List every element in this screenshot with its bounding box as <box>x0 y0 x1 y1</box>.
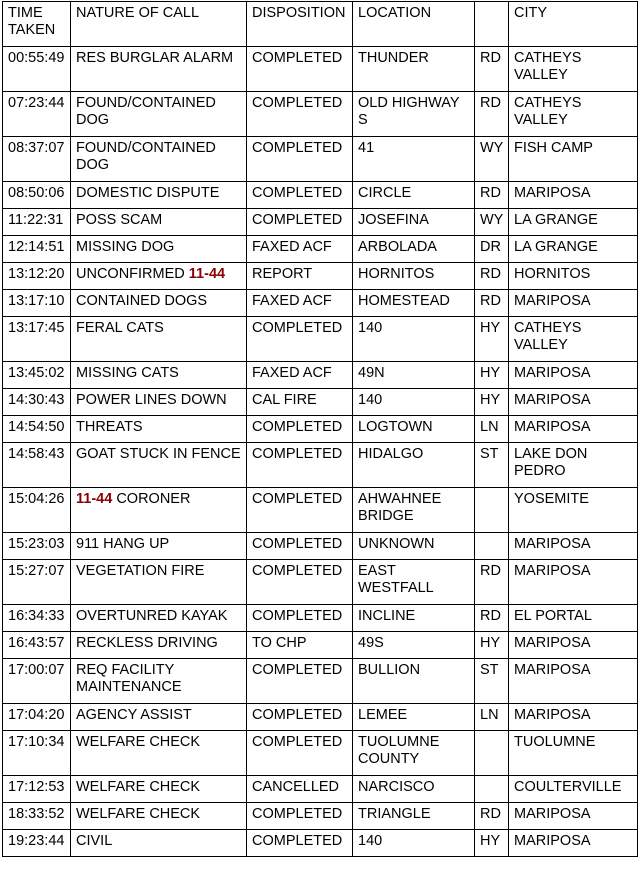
time-taken-cell: 18:33:52 <box>3 803 71 830</box>
nature-of-call-cell <box>71 47 247 92</box>
time-taken-cell: 13:12:20 <box>3 263 71 290</box>
nature-of-call-cell <box>71 803 247 830</box>
location-cell: LOGTOWN <box>353 416 475 443</box>
table-row <box>3 605 638 632</box>
nature-of-call-cell <box>71 290 247 317</box>
disposition-cell: COMPLETED <box>247 731 353 776</box>
disposition-cell: FAXED ACF <box>247 362 353 389</box>
table-row <box>3 560 638 605</box>
nature-of-call-cell <box>71 416 247 443</box>
header-row <box>3 2 638 47</box>
disposition-cell: COMPLETED <box>247 803 353 830</box>
street-suffix-cell: RD <box>475 803 509 830</box>
nature-of-call-cell <box>71 830 247 857</box>
street-suffix-cell: ST <box>475 659 509 704</box>
nature-of-call-cell <box>71 389 247 416</box>
street-suffix-cell: ST <box>475 443 509 488</box>
disposition-cell: CANCELLED <box>247 776 353 803</box>
street-suffix-cell: RD <box>475 290 509 317</box>
disposition-cell: COMPLETED <box>247 605 353 632</box>
header-time-taken: TIME TAKEN <box>3 2 71 47</box>
time-taken-cell: 17:12:53 <box>3 776 71 803</box>
table-row <box>3 830 638 857</box>
street-suffix-cell: RD <box>475 263 509 290</box>
location-cell: 140 <box>353 830 475 857</box>
city-cell: MARIPOSA <box>509 182 638 209</box>
time-taken-cell: 17:00:07 <box>3 659 71 704</box>
disposition-cell: COMPLETED <box>247 488 353 533</box>
city-cell: MARIPOSA <box>509 632 638 659</box>
location-cell: HORNITOS <box>353 263 475 290</box>
disposition-cell: COMPLETED <box>247 92 353 137</box>
table-row <box>3 443 638 488</box>
nature-text: MISSING CATS <box>76 365 179 381</box>
time-taken-cell: 16:34:33 <box>3 605 71 632</box>
street-suffix-cell: LN <box>475 704 509 731</box>
location-cell: CIRCLE <box>353 182 475 209</box>
header-location: LOCATION <box>353 2 475 47</box>
city-cell: MARIPOSA <box>509 290 638 317</box>
city-cell: HORNITOS <box>509 263 638 290</box>
city-cell: MARIPOSA <box>509 659 638 704</box>
street-suffix-cell: RD <box>475 560 509 605</box>
table-row <box>3 731 638 776</box>
location-cell: HOMESTEAD <box>353 290 475 317</box>
table-row <box>3 776 638 803</box>
time-taken-cell: 13:17:45 <box>3 317 71 362</box>
city-cell: MARIPOSA <box>509 533 638 560</box>
city-cell: TUOLUMNE <box>509 731 638 776</box>
nature-text: MISSING DOG <box>76 239 175 255</box>
table-row <box>3 803 638 830</box>
location-cell: NARCISCO <box>353 776 475 803</box>
city-cell: CATHEYS VALLEY <box>509 317 638 362</box>
disposition-cell: COMPLETED <box>247 182 353 209</box>
nature-text: FOUND/CONTAINED DOG <box>76 95 216 128</box>
nature-text: UNCONFIRMED <box>76 266 189 282</box>
table-row <box>3 416 638 443</box>
time-taken-cell: 13:17:10 <box>3 290 71 317</box>
nature-text: WELFARE CHECK <box>76 779 201 795</box>
table-row <box>3 488 638 533</box>
time-taken-cell: 14:54:50 <box>3 416 71 443</box>
nature-of-call-cell <box>71 182 247 209</box>
disposition-cell: COMPLETED <box>247 830 353 857</box>
time-taken-cell: 13:45:02 <box>3 362 71 389</box>
location-cell: 140 <box>353 389 475 416</box>
table-row <box>3 263 638 290</box>
street-suffix-cell <box>475 488 509 533</box>
nature-of-call-cell <box>71 560 247 605</box>
location-cell: 49N <box>353 362 475 389</box>
disposition-cell: COMPLETED <box>247 47 353 92</box>
city-cell: MARIPOSA <box>509 389 638 416</box>
disposition-cell: COMPLETED <box>247 209 353 236</box>
disposition-cell: COMPLETED <box>247 560 353 605</box>
nature-of-call-cell <box>71 704 247 731</box>
city-cell: MARIPOSA <box>509 704 638 731</box>
disposition-cell: COMPLETED <box>247 416 353 443</box>
call-code: 11-44 <box>76 491 113 507</box>
nature-text: FOUND/CONTAINED DOG <box>76 140 216 173</box>
location-cell: JOSEFINA <box>353 209 475 236</box>
street-suffix-cell: WY <box>475 209 509 236</box>
nature-of-call-cell <box>71 317 247 362</box>
nature-text: POSS SCAM <box>76 212 163 228</box>
city-cell: LA GRANGE <box>509 209 638 236</box>
city-cell: EL PORTAL <box>509 605 638 632</box>
call-log-body <box>3 47 638 857</box>
city-cell: MARIPOSA <box>509 362 638 389</box>
city-cell: MARIPOSA <box>509 416 638 443</box>
call-log-table <box>2 1 638 857</box>
street-suffix-cell: DR <box>475 236 509 263</box>
nature-text: AGENCY ASSIST <box>76 707 192 723</box>
nature-text: REQ FACILITY MAINTENANCE <box>76 662 182 695</box>
city-cell: FISH CAMP <box>509 137 638 182</box>
time-taken-cell: 14:30:43 <box>3 389 71 416</box>
nature-of-call-cell <box>71 137 247 182</box>
table-row <box>3 209 638 236</box>
disposition-cell: CAL FIRE <box>247 389 353 416</box>
location-cell: HIDALGO <box>353 443 475 488</box>
street-suffix-cell: WY <box>475 137 509 182</box>
time-taken-cell: 15:23:03 <box>3 533 71 560</box>
nature-text: DOMESTIC DISPUTE <box>76 185 220 201</box>
time-taken-cell: 15:04:26 <box>3 488 71 533</box>
nature-text: FERAL CATS <box>76 320 164 336</box>
disposition-cell: COMPLETED <box>247 659 353 704</box>
nature-text: RECKLESS DRIVING <box>76 635 218 651</box>
table-row <box>3 533 638 560</box>
location-cell: TRIANGLE <box>353 803 475 830</box>
nature-of-call-cell <box>71 731 247 776</box>
call-code: 11-44 <box>188 266 226 282</box>
location-cell: OLD HIGHWAY S <box>353 92 475 137</box>
time-taken-cell: 08:50:06 <box>3 182 71 209</box>
nature-of-call-cell <box>71 443 247 488</box>
nature-of-call-cell <box>71 362 247 389</box>
table-row <box>3 389 638 416</box>
nature-of-call-cell <box>71 92 247 137</box>
table-row <box>3 92 638 137</box>
street-suffix-cell: RD <box>475 182 509 209</box>
nature-of-call-cell <box>71 209 247 236</box>
location-cell: 140 <box>353 317 475 362</box>
disposition-cell: COMPLETED <box>247 443 353 488</box>
location-cell: INCLINE <box>353 605 475 632</box>
street-suffix-cell: HY <box>475 362 509 389</box>
street-suffix-cell: HY <box>475 389 509 416</box>
city-cell: LAKE DON PEDRO <box>509 443 638 488</box>
disposition-cell: COMPLETED <box>247 317 353 362</box>
table-row <box>3 704 638 731</box>
city-cell: CATHEYS VALLEY <box>509 92 638 137</box>
nature-text: CORONER <box>112 491 191 507</box>
street-suffix-cell <box>475 776 509 803</box>
table-row <box>3 362 638 389</box>
location-cell: LEMEE <box>353 704 475 731</box>
city-cell: MARIPOSA <box>509 803 638 830</box>
time-taken-cell: 17:10:34 <box>3 731 71 776</box>
city-cell: CATHEYS VALLEY <box>509 47 638 92</box>
location-cell: ARBOLADA <box>353 236 475 263</box>
time-taken-cell: 07:23:44 <box>3 92 71 137</box>
street-suffix-cell: LN <box>475 416 509 443</box>
header-city: CITY <box>509 2 638 47</box>
table-row <box>3 632 638 659</box>
disposition-cell: FAXED ACF <box>247 236 353 263</box>
table-row <box>3 317 638 362</box>
time-taken-cell: 16:43:57 <box>3 632 71 659</box>
street-suffix-cell: RD <box>475 605 509 632</box>
table-row <box>3 137 638 182</box>
table-row <box>3 290 638 317</box>
location-cell: AHWAHNEE BRIDGE <box>353 488 475 533</box>
nature-text: WELFARE CHECK <box>76 806 201 822</box>
street-suffix-cell: RD <box>475 47 509 92</box>
time-taken-cell: 12:14:51 <box>3 236 71 263</box>
time-taken-cell: 19:23:44 <box>3 830 71 857</box>
nature-text: CIVIL <box>76 833 113 849</box>
city-cell: YOSEMITE <box>509 488 638 533</box>
nature-text: WELFARE CHECK <box>76 734 201 750</box>
nature-of-call-cell <box>71 632 247 659</box>
table-row <box>3 236 638 263</box>
table-row <box>3 659 638 704</box>
nature-of-call-cell <box>71 263 247 290</box>
header-nature-of-call: NATURE OF CALL <box>71 2 247 47</box>
location-cell: BULLION <box>353 659 475 704</box>
table-row <box>3 47 638 92</box>
time-taken-cell: 15:27:07 <box>3 560 71 605</box>
nature-of-call-cell <box>71 236 247 263</box>
city-cell: MARIPOSA <box>509 560 638 605</box>
disposition-cell: REPORT <box>247 263 353 290</box>
time-taken-cell: 17:04:20 <box>3 704 71 731</box>
street-suffix-cell: HY <box>475 317 509 362</box>
street-suffix-cell <box>475 731 509 776</box>
nature-of-call-cell <box>71 605 247 632</box>
nature-text: RES BURGLAR ALARM <box>76 50 234 66</box>
disposition-cell: COMPLETED <box>247 533 353 560</box>
nature-of-call-cell <box>71 533 247 560</box>
time-taken-cell: 00:55:49 <box>3 47 71 92</box>
nature-text: POWER LINES DOWN <box>76 392 227 408</box>
table-row <box>3 182 638 209</box>
location-cell: EAST WESTFALL <box>353 560 475 605</box>
nature-of-call-cell <box>71 776 247 803</box>
nature-text: CONTAINED DOGS <box>76 293 208 309</box>
location-cell: UNKNOWN <box>353 533 475 560</box>
street-suffix-cell: HY <box>475 830 509 857</box>
disposition-cell: FAXED ACF <box>247 290 353 317</box>
disposition-cell: COMPLETED <box>247 704 353 731</box>
street-suffix-cell: RD <box>475 92 509 137</box>
header-street-suffix <box>475 2 509 47</box>
nature-text: THREATS <box>76 419 143 435</box>
time-taken-cell: 14:58:43 <box>3 443 71 488</box>
nature-text: VEGETATION FIRE <box>76 563 205 579</box>
disposition-cell: COMPLETED <box>247 137 353 182</box>
city-cell: LA GRANGE <box>509 236 638 263</box>
location-cell: THUNDER <box>353 47 475 92</box>
nature-text: GOAT STUCK IN FENCE <box>76 446 241 462</box>
city-cell: COULTERVILLE <box>509 776 638 803</box>
time-taken-cell: 11:22:31 <box>3 209 71 236</box>
street-suffix-cell: HY <box>475 632 509 659</box>
nature-of-call-cell <box>71 659 247 704</box>
nature-text: 911 HANG UP <box>76 536 170 552</box>
city-cell: MARIPOSA <box>509 830 638 857</box>
location-cell: 49S <box>353 632 475 659</box>
nature-text: OVERTUNRED KAYAK <box>76 608 228 624</box>
location-cell: 41 <box>353 137 475 182</box>
disposition-cell: TO CHP <box>247 632 353 659</box>
location-cell: TUOLUMNE COUNTY <box>353 731 475 776</box>
time-taken-cell: 08:37:07 <box>3 137 71 182</box>
nature-of-call-cell <box>71 488 247 533</box>
street-suffix-cell <box>475 533 509 560</box>
header-disposition: DISPOSITION <box>247 2 353 47</box>
